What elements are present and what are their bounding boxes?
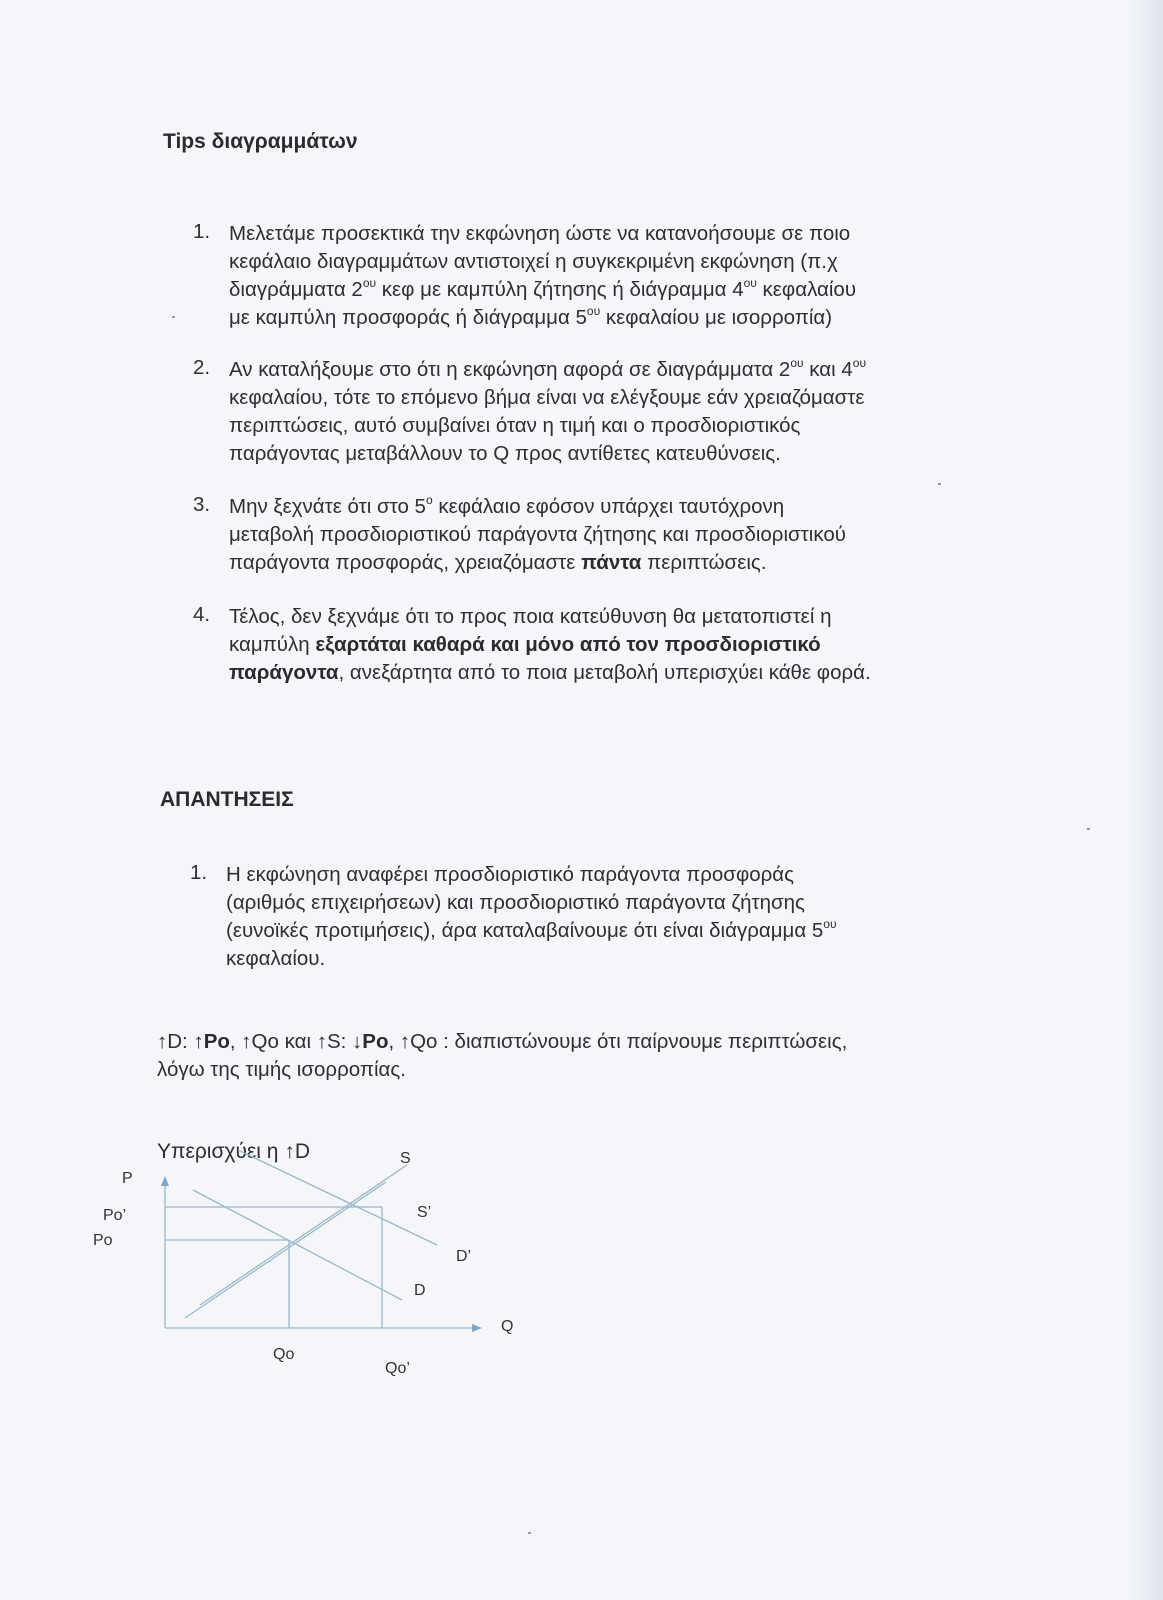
y-axis-label: P	[122, 1170, 133, 1187]
answer-1-line-3	[226, 917, 837, 945]
answers-title: ΑΠΑΝΤΗΣΕΙΣ	[160, 788, 294, 811]
tip-2-line-1-text: Αν καταλήξουμε στο ότι η εκφώνηση αφορά σε διαγράμματα $2^{o\upsilon}$ και $4^{o\upsilon}$	[229, 356, 867, 381]
price-label-po-prime: Po’	[103, 1207, 127, 1224]
tip-3-text	[229, 493, 846, 577]
tip-3-line-3	[229, 549, 846, 577]
tip-1-line-1: Μελετάμε προσεκτικά την εκφώνηση ώστε να κατανοήσουμε σε ποιο	[229, 222, 851, 245]
tip-1-line-3	[229, 276, 856, 304]
tip-1-line-4	[229, 304, 856, 332]
scan-speck	[172, 316, 175, 318]
curve-label-s: S	[400, 1150, 411, 1167]
answer-1-text	[226, 861, 837, 973]
answer-1-line-2: (αριθμός επιχειρήσεων) και προσδιοριστικό παράγοντα ζήτησης	[226, 891, 805, 914]
x-axis-label: Q	[501, 1318, 514, 1335]
tip-2-text	[229, 356, 866, 468]
analysis-line-1	[157, 1028, 847, 1056]
tip-2-line-2: κεφαλαίου, τότε το επόμενο βήμα είναι να ελέγξουμε εάν χρειαζόμαστε	[229, 386, 865, 409]
page-title: Tips διαγραμμάτων	[163, 130, 358, 153]
y-axis-arrow	[161, 1176, 169, 1186]
answer-1-line-1: Η εκφώνηση αναφέρει προσδιοριστικό παράγοντα προσφοράς	[226, 863, 795, 886]
supply-curve-s-prime	[200, 1165, 407, 1305]
tip-2-line-3: περιπτώσεις, αυτό συμβαίνει όταν η τιμή και ο προσδιοριστικός	[229, 414, 801, 437]
scan-speck	[938, 483, 941, 485]
tip-4-line-2	[229, 631, 871, 659]
curve-label-d-prime: D’	[456, 1248, 472, 1265]
tip-3-line-2: μεταβολή προσδιοριστικού παράγοντα ζήτησης και προσδιοριστικού	[229, 523, 846, 546]
answer-1-line-4: κεφαλαίου.	[226, 947, 326, 970]
curve-label-s-prime: S’	[417, 1204, 432, 1221]
page-edge	[1127, 0, 1163, 1600]
diagram-title: Υπερισχύει η ↑D	[157, 1140, 310, 1163]
x-axis-arrow	[472, 1324, 482, 1332]
answer-1-number: 1.	[190, 861, 208, 884]
scan-speck	[528, 1532, 531, 1534]
price-label-po: Po	[93, 1232, 113, 1249]
tip-4-line-3	[229, 659, 871, 687]
tip-3-line-1-text: Μην ξεχνάτε ότι στο $5^o$ κεφάλαιο εφόσον υπάρχει ταυτόχρονη	[229, 493, 785, 518]
tip-4-line-3-text: παράγοντα, ανεξάρτητα από το ποια μεταβολή υπερισχύει κάθε φορά.	[229, 661, 871, 684]
tip-1-line-4-text: με καμπύλη προσφοράς ή διάγραμμα $5^{o\upsilon}$ κεφαλαίου με ισορροπία)	[229, 304, 833, 329]
scan-speck	[1087, 828, 1090, 830]
tip-1-text	[229, 220, 856, 332]
tip-1-number: 1.	[193, 220, 211, 243]
analysis-line-1-text: ↑D: ↑Po, ↑Qo και ↑S: ↓Po, ↑Qo : διαπιστώνουμε ότι παίρνουμε περιπτώσεις,	[157, 1030, 848, 1053]
tip-3-line-1	[229, 493, 846, 521]
answer-1-line-3-text: (ευνοϊκές προτιμήσεις), άρα καταλαβαίνουμε ότι είναι διάγραμμα $5^{o\upsilon}$	[226, 917, 837, 942]
tip-1-line-2: κεφάλαιο διαγραμμάτων αντιστοιχεί η συγκεκριμένη εκφώνηση (π.χ	[229, 250, 838, 273]
tip-2-line-1	[229, 356, 866, 384]
quantity-label-qo-prime: Qo’	[385, 1360, 410, 1377]
demand-curve-d	[193, 1190, 402, 1300]
tip-4-line-2-text: καμπύλη εξαρτάται καθαρά και μόνο από τον προσδιοριστικό	[229, 633, 821, 656]
supply-curve-s	[185, 1182, 386, 1318]
tip-4-text	[229, 603, 871, 687]
tip-4-line-1: Τέλος, δεν ξεχνάμε ότι το προς ποια κατεύθυνση θα μετατοπιστεί η	[229, 605, 832, 628]
tip-1-line-3-text: διαγράμματα $2^{o\upsilon}$ κεφ με καμπύλη ζήτησης ή διάγραμμα $4^{o\upsilon}$ κεφαλαίου	[229, 276, 857, 301]
tip-2-number: 2.	[193, 356, 211, 379]
quantity-label-qo: Qo	[273, 1346, 295, 1363]
tip-2-line-4: παράγοντας μεταβάλλουν το Q προς αντίθετες κατευθύνσεις.	[229, 442, 781, 465]
tip-3-number: 3.	[193, 493, 211, 516]
analysis-text	[157, 1028, 847, 1084]
tip-3-line-3-text: παράγοντα προσφοράς, χρειαζόμαστε πάντα περιπτώσεις.	[229, 551, 767, 574]
curve-label-d: D	[414, 1282, 426, 1299]
tip-4-number: 4.	[193, 603, 211, 626]
analysis-line-2: λόγω της τιμής ισορροπίας.	[157, 1058, 406, 1081]
